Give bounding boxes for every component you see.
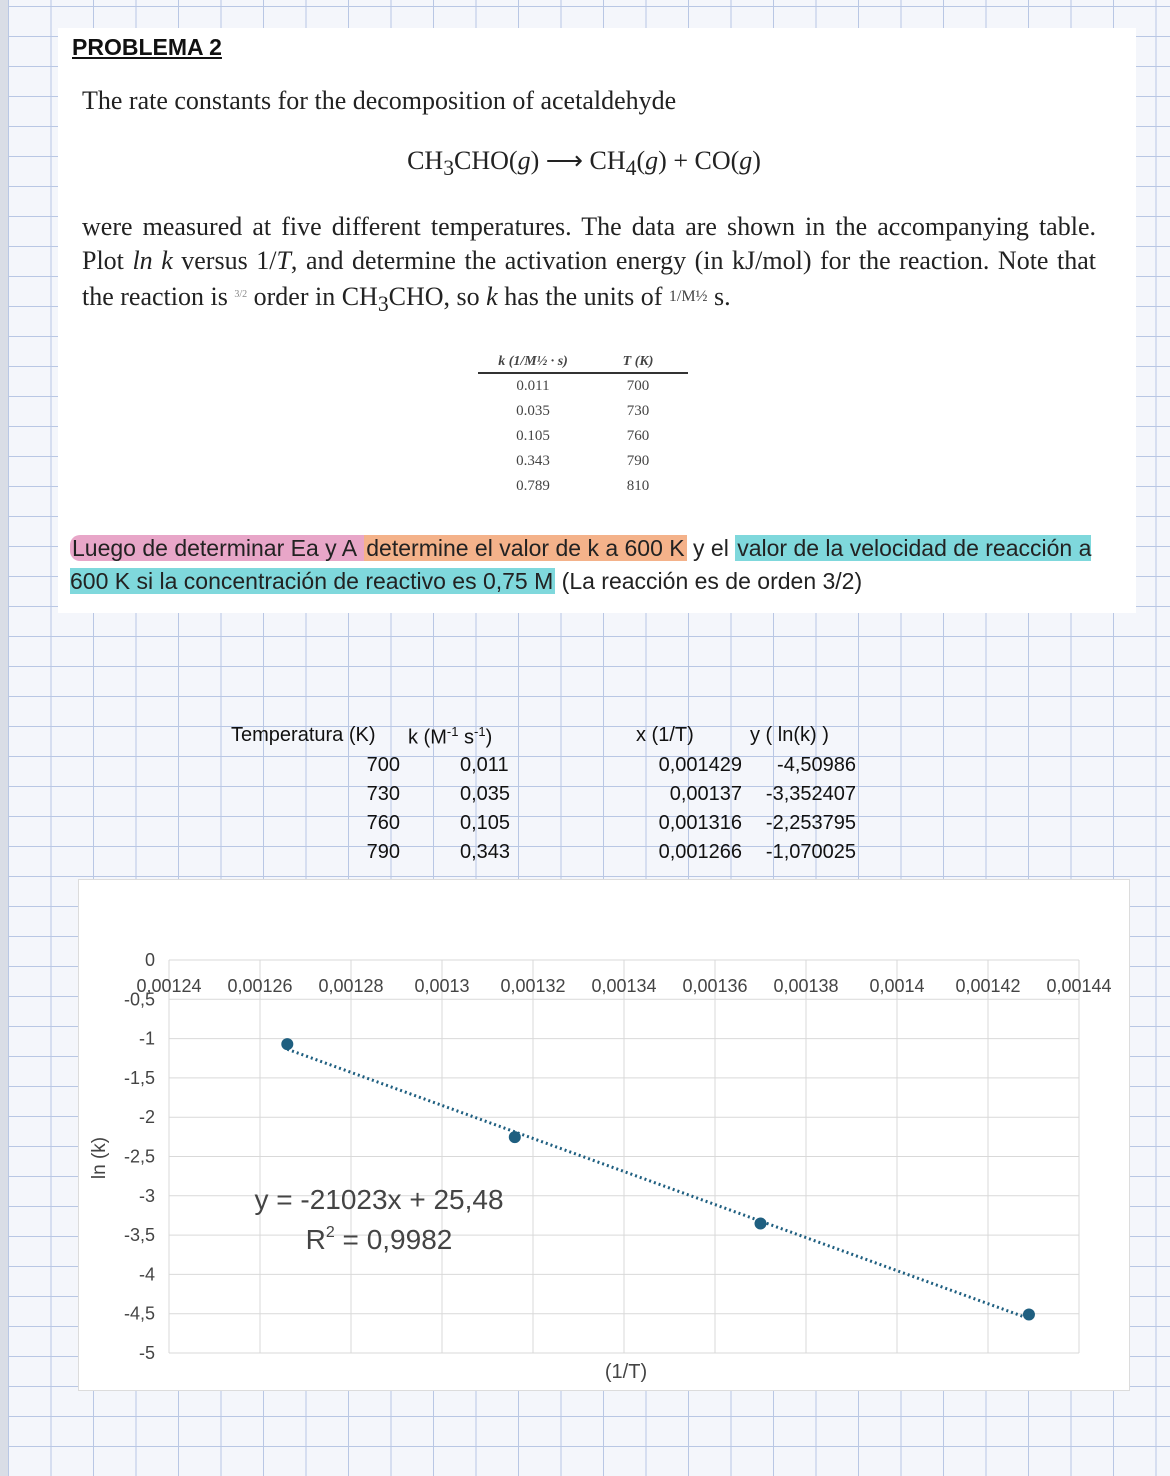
y-tick-label: -0,5 xyxy=(123,989,155,1010)
book-cell-T: 810 xyxy=(626,478,650,494)
header-k-sup: -1 xyxy=(474,724,486,739)
y-tick-label: -3 xyxy=(138,1185,155,1206)
x-tick-label: 0,00144 xyxy=(1046,976,1112,996)
book-table-row xyxy=(478,474,688,499)
statement-orange-highlight: determine el valor de k a 600 K xyxy=(366,535,685,561)
book-table-row xyxy=(478,374,688,399)
data-point[interactable] xyxy=(509,1131,521,1143)
cell-y[interactable]: -3,352407 xyxy=(765,783,856,805)
cell-temperature[interactable]: 700 xyxy=(366,754,400,776)
para-order-fraction: 3/2 xyxy=(234,289,248,300)
chart-x-ticks xyxy=(136,976,1111,996)
cell-k[interactable]: 0,035 xyxy=(460,783,511,805)
y-tick-label: -4,5 xyxy=(123,1303,155,1324)
x-tick-label: 0,00126 xyxy=(227,976,293,996)
data-point[interactable] xyxy=(755,1217,767,1229)
x-axis-label: (1/T) xyxy=(604,1361,648,1383)
para-text: versus 1/ xyxy=(172,246,277,275)
para-text: were measured at five different temperatures. The data are shown in the accompanying table. Plot xyxy=(82,212,1096,275)
book-table-row xyxy=(478,399,688,424)
header-k-text: k (M xyxy=(408,726,447,749)
para-k: k xyxy=(486,282,498,311)
data-point[interactable] xyxy=(281,1038,293,1050)
textbook-data-table xyxy=(478,354,688,499)
book-cell-T: 760 xyxy=(626,428,650,444)
eq-arrow-icon: ⟶ xyxy=(545,146,584,175)
para-text: CHO, so xyxy=(388,282,487,311)
eq-phase: g xyxy=(645,146,659,175)
problem-title: PROBLEMA 2 xyxy=(72,34,222,60)
book-cell-T: 730 xyxy=(626,403,650,419)
cell-x[interactable]: 0,001316 xyxy=(658,812,742,834)
scatter-chart xyxy=(79,880,1129,1390)
cell-y[interactable]: -1,070025 xyxy=(765,841,856,863)
chart-panel[interactable] xyxy=(78,879,1130,1391)
problem-panel xyxy=(58,28,1136,613)
statement-text: (La reacción es de orden 3/2) xyxy=(555,568,863,594)
r2-sup: 2 xyxy=(325,1224,335,1241)
book-header-k: k (1/M½ · s) xyxy=(498,354,568,369)
left-edge-bar xyxy=(0,0,8,1476)
eq-sub: 4 xyxy=(625,156,637,181)
y-tick-label: -5 xyxy=(138,1343,155,1363)
para-text: order in CH xyxy=(247,282,378,311)
book-table-header xyxy=(478,354,688,374)
para-text: s. xyxy=(707,282,731,311)
y-tick-label: -1 xyxy=(138,1028,155,1049)
eq-close: ) xyxy=(752,146,761,175)
eq-reactant: CH xyxy=(407,146,444,175)
header-y[interactable]: y ( ln(k) ) xyxy=(750,724,829,746)
book-table-row xyxy=(478,449,688,474)
r2-value: = 0,9982 xyxy=(334,1224,453,1255)
header-k-text: ) xyxy=(485,726,493,749)
y-tick-label: 0 xyxy=(144,950,155,970)
book-cell-k: 0.011 xyxy=(516,378,550,394)
cell-k[interactable]: 0,011 xyxy=(460,754,509,776)
para-units: 1/M½ xyxy=(668,288,708,305)
y-axis-label: ln (k) xyxy=(89,1136,110,1180)
para-text: , and determine the activation energy (in kJ/mol) for the reaction. Note that the reaction is xyxy=(82,246,1096,311)
eq-close: ) xyxy=(530,146,540,175)
para-sub: 3 xyxy=(377,292,389,317)
cell-temperature[interactable]: 730 xyxy=(366,783,400,805)
eq-reactant-rest: CHO( xyxy=(454,146,518,175)
x-tick-label: 0,00138 xyxy=(773,976,839,996)
book-cell-k: 0.035 xyxy=(516,403,550,419)
y-tick-label: -4 xyxy=(138,1264,155,1285)
x-tick-label: 0,00136 xyxy=(682,976,748,996)
y-tick-label: -1,5 xyxy=(123,1067,155,1088)
y-tick-label: -3,5 xyxy=(123,1225,155,1246)
statement-text: y el xyxy=(686,535,736,561)
r2-letter: R xyxy=(305,1224,326,1255)
para-T: T xyxy=(276,246,291,275)
eq-product1-rest: ( xyxy=(636,146,646,175)
header-k[interactable] xyxy=(408,724,492,750)
para-lnk: ln k xyxy=(132,246,173,275)
header-k-text: s xyxy=(458,726,475,749)
x-tick-label: 0,00142 xyxy=(955,976,1021,996)
y-tick-label: -2,5 xyxy=(123,1146,155,1167)
book-cell-k: 0.343 xyxy=(516,453,550,469)
cell-x[interactable]: 0,001266 xyxy=(658,841,742,863)
cell-x[interactable]: 0,001429 xyxy=(658,754,742,776)
eq-product2: ) + CO( xyxy=(658,146,740,175)
r-squared-label xyxy=(306,1224,453,1255)
x-tick-label: 0,00124 xyxy=(136,976,202,996)
x-tick-label: 0,0013 xyxy=(414,976,470,996)
book-cell-T: 790 xyxy=(626,453,650,469)
problem-intro: The rate constants for the decomposition of acetaldehyde xyxy=(82,86,677,115)
header-k-sup: -1 xyxy=(446,724,459,739)
reaction-equation xyxy=(58,146,1110,181)
chart-points xyxy=(281,1038,1035,1320)
cell-k[interactable]: 0,343 xyxy=(460,841,511,863)
header-x[interactable]: x (1/T) xyxy=(636,724,694,746)
cell-temperature[interactable]: 760 xyxy=(366,812,400,834)
para-text: has the units of xyxy=(497,282,669,311)
book-cell-T: 700 xyxy=(626,378,650,394)
y-tick-label: -2 xyxy=(138,1107,155,1128)
statement-pink-highlight: Luego de determinar Ea y A xyxy=(72,535,363,561)
trendline-equation: y = -21023x + 25,48 xyxy=(254,1184,504,1215)
chart-gridlines xyxy=(169,960,1079,1353)
book-table-row xyxy=(478,424,688,449)
eq-sub: 3 xyxy=(443,156,455,181)
cell-y[interactable]: -4,50986 xyxy=(777,754,856,776)
book-header-T: T (K) xyxy=(622,354,654,369)
header-temperatura[interactable]: Temperatura (K) xyxy=(231,724,376,746)
eq-phase: g xyxy=(739,146,753,175)
x-tick-label: 0,00128 xyxy=(318,976,384,996)
x-tick-label: 0,00132 xyxy=(500,976,566,996)
cell-x[interactable]: 0,00137 xyxy=(669,783,742,805)
book-cell-k: 0.105 xyxy=(516,428,550,444)
problem-paragraph xyxy=(82,210,1096,321)
data-point[interactable] xyxy=(1023,1308,1035,1320)
eq-product1: CH xyxy=(589,146,626,175)
cell-y[interactable]: -2,253795 xyxy=(765,812,856,834)
cell-k[interactable]: 0,105 xyxy=(460,812,511,834)
x-tick-label: 0,0014 xyxy=(869,976,925,996)
eq-phase: g xyxy=(517,146,531,175)
x-tick-label: 0,00134 xyxy=(591,976,657,996)
statement-cyan-highlight: valor de la velocidad de reacción a 600 K si la concentración de reactivo es 0,75 M xyxy=(70,535,1092,594)
cell-temperature[interactable]: 790 xyxy=(366,841,400,863)
book-cell-k: 0.789 xyxy=(516,478,550,494)
highlighted-statement xyxy=(70,532,1110,598)
chart-y-ticks xyxy=(124,950,155,1363)
